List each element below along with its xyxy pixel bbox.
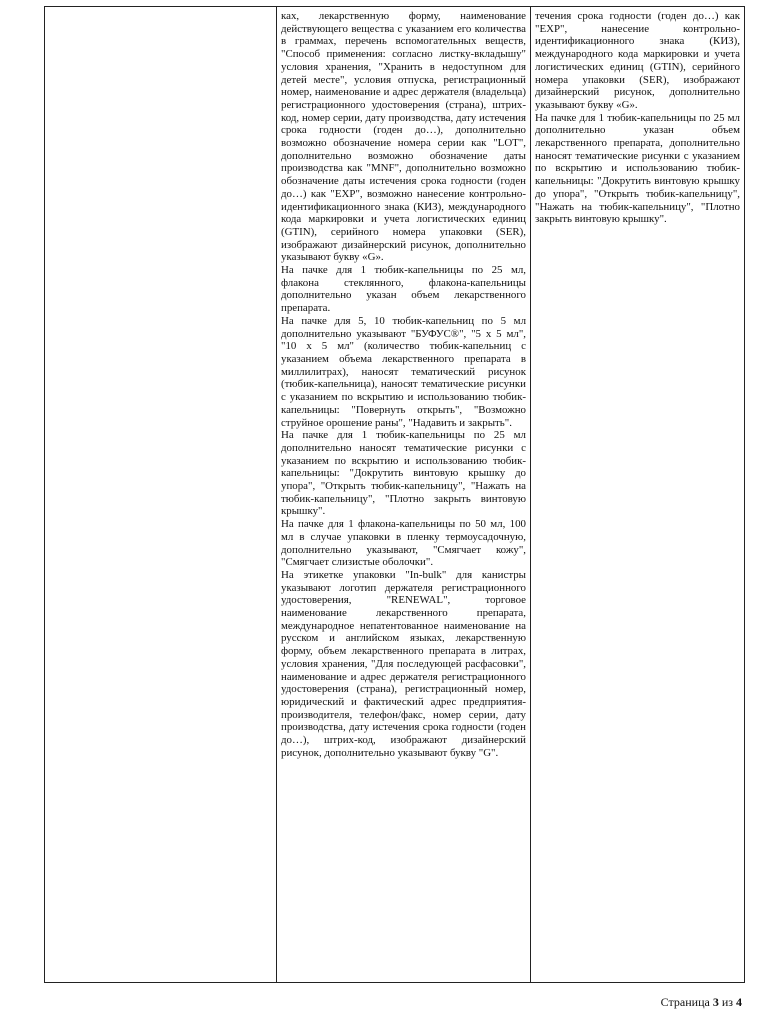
current-page-number: 3: [712, 995, 719, 1009]
content-table: [44, 6, 745, 983]
total-pages-number: 4: [736, 995, 742, 1009]
page-footer: [661, 995, 742, 1010]
middle-paragraph-3: На пачке для 5, 10 тюбик-капельниц по 5 мл дополнительно указывают "БУФУС®", "5 х 5 мл", "10 х 5 мл" (количество тюбик-капельниц с указанием объема лекарственного препарата в миллилитрах), наносят тематический рисунок (тюбик-капельница), наносят тематические рисунки с указанием по вскрытию и использованию тюбик-капельницы: "Повернуть открыть", "Возможно струйное орошение раны", "Надавить и закрыть".: [281, 314, 526, 429]
middle-column-cell: [277, 7, 531, 983]
table-row: [45, 7, 745, 983]
of-word: из: [721, 995, 733, 1009]
right-paragraph-1: течения срока годности (годен до…) как "EXP", нанесение контрольно-идентификационного знака (КИЗ), международного кода маркировки и учета логистических единиц (GTIN), серийного номера упаковки (SER), изображают дизайнерский рисунок, дополнительно указывают букву «G».: [535, 10, 740, 111]
middle-paragraph-6: На этикетке упаковки "In-bulk" для канистры указывают логотип держателя регистрационного удостоверения, "RENEWAL", торговое наименование лекарственного препарата, международное непатентованное наименование на русском и английском языках, лекарственную форму, объем лекарственного препарата в литрах, условия хранения, "Для последующей расфасовки", наименование и адрес держателя регистрационного удостоверения (страна), регистрационный номер, юридический и фактический адрес предприятия-производителя, телефон/факс, номер серии, дату производства, дату истечения срока годности (годен до…), штрих-код, изображают дизайнерский рисунок, дополнительно указывают букву "G".: [281, 568, 526, 759]
middle-paragraph-1: ках, лекарственную форму, наименование действующего вещества с указанием его количества в граммах, перечень вспомогательных веществ, "Способ применения: согласно листку-вкладышу" условия хранения, "Хранить в недоступном для детей месте", условия отпуска, регистрационный номер, наименование и адрес держателя (владельца) регистрационного удостоверения (страна), штрих-код, номер серии, дату производства, дату истечения срока годности (годен до…), дополнительно возможно обозначение номера серии как "LOT", дополнительно возможно обозначение даты производства как "MNF", дополнительно возможно обозначение даты истечения срока годности (годен до…) как "EXP", возможно нанесение контрольно-идентификационного знака (КИЗ), международного кода маркировки и учета логистических единиц (GTIN), серийного номера упаковки (SER), изображают дизайнерский рисунок, дополнительно указывают букву «G».: [281, 10, 526, 264]
right-paragraph-2: На пачке для 1 тюбик-капельницы по 25 мл дополнительно указан объем лекарственного препарата, дополнительно наносят тематические рисунки с указанием по вскрытию и использованию тюбик-капельницы: "Докрутить винтовую крышку до упора", "Открыть тюбик-капельницу", "Нажать на тюбик-капельницу", "Плотно закрыть винтовую крышку".: [535, 111, 740, 226]
left-empty-cell: [45, 7, 277, 983]
middle-paragraph-2: На пачке для 1 тюбик-капельницы по 25 мл, флакона стеклянного, флакона-капельницы дополнительно указан объем лекарственного препарата.: [281, 264, 526, 315]
middle-paragraph-4: На пачке для 1 тюбик-капельницы по 25 мл дополнительно наносят тематические рисунки с указанием по вскрытию и использованию тюбик-капельницы: "Докрутить винтовую крышку до упора", "Открыть тюбик-капельницу", "Нажать на тюбик-капельницу", "Плотно закрыть винтовую крышку".: [281, 429, 526, 518]
right-column-cell: [531, 7, 745, 983]
page-word: Страница: [660, 995, 710, 1009]
middle-paragraph-5: На пачке для 1 флакона-капельницы по 50 мл, 100 мл в случае упаковки в пленку термоусадочную, дополнительно указывают, "Смягчает кожу", "Смягчает слизистые оболочки".: [281, 518, 526, 569]
